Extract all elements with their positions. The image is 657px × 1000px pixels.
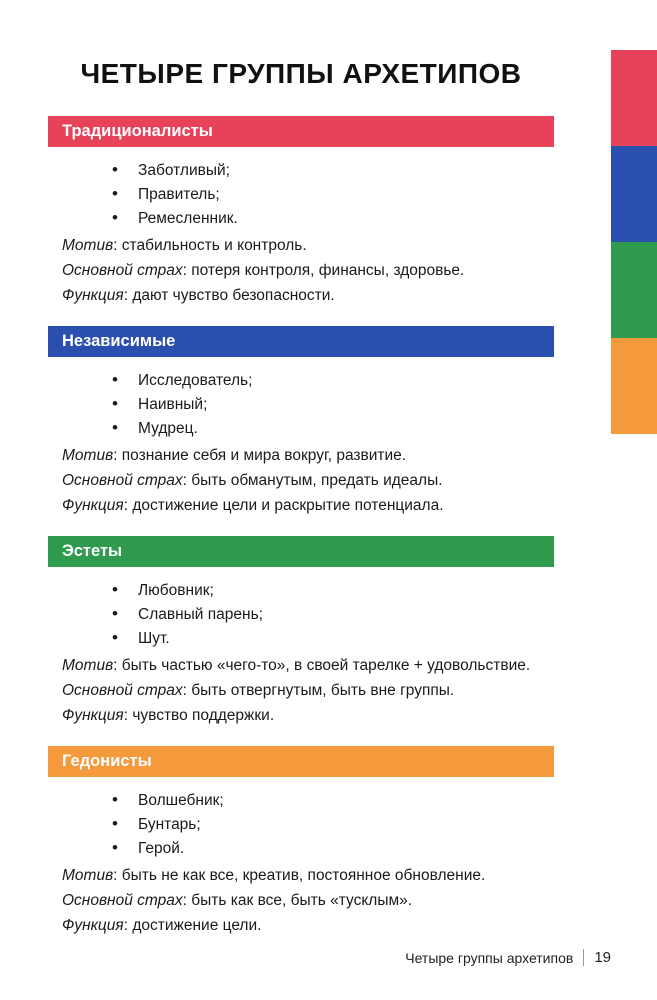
list-item: • Славный парень; bbox=[62, 603, 554, 627]
group-title: Эстеты bbox=[62, 542, 123, 560]
list-item: • Исследователь; bbox=[62, 369, 554, 393]
function-label: Функция bbox=[62, 707, 124, 724]
motive-label: Мотив bbox=[62, 657, 114, 674]
list-item: • Шут. bbox=[62, 627, 554, 651]
group-body bbox=[48, 777, 554, 938]
fear-value: быть обманутым, предать идеалы. bbox=[191, 472, 443, 489]
group-header-aesthetes bbox=[48, 536, 554, 567]
archetype-list bbox=[48, 369, 554, 441]
function-label: Функция bbox=[62, 287, 124, 304]
list-item: • Наивный; bbox=[62, 393, 554, 417]
list-item: • Волшебник; bbox=[62, 789, 554, 813]
group-fear: Основной страх: быть как все, быть «тусклым». bbox=[62, 892, 413, 909]
fear-label: Основной страх bbox=[62, 682, 183, 699]
motive-value: быть частью «чего-то», в своей тарелке + удовольствие. bbox=[121, 657, 531, 674]
motive-value: познание себя и мира вокруг, развитие. bbox=[121, 447, 407, 464]
list-item: • Бунтарь; bbox=[62, 813, 554, 837]
edge-color-tabs bbox=[611, 50, 657, 434]
function-value: дают чувство безопасности. bbox=[132, 287, 335, 304]
fear-label: Основной страх bbox=[62, 892, 183, 909]
edge-tab-orange bbox=[611, 338, 657, 434]
motive-label: Мотив bbox=[62, 237, 114, 254]
edge-tab-red bbox=[611, 50, 657, 146]
group-title: Традиционалисты bbox=[62, 122, 213, 140]
group-body bbox=[48, 357, 554, 518]
list-item: • Мудрец. bbox=[62, 417, 554, 441]
group-header-independents bbox=[48, 326, 554, 357]
group-title: Гедонисты bbox=[62, 752, 152, 770]
motive-label: Мотив bbox=[62, 867, 114, 884]
group-function: Функция: достижение цели. bbox=[62, 917, 262, 934]
group-motive: Мотив: стабильность и контроль. bbox=[62, 237, 307, 254]
function-label: Функция bbox=[62, 917, 124, 934]
fear-value: быть как все, быть «тусклым». bbox=[191, 892, 413, 909]
fear-label: Основной страх bbox=[62, 262, 183, 279]
group-motive: Мотив: познание себя и мира вокруг, развитие. bbox=[62, 447, 407, 464]
archetype-group bbox=[48, 326, 554, 518]
function-value: чувство поддержки. bbox=[132, 707, 275, 724]
group-function: Функция: достижение цели и раскрытие потенциала. bbox=[62, 497, 444, 514]
archetype-list bbox=[48, 579, 554, 651]
group-header-traditionalists bbox=[48, 116, 554, 147]
fear-label: Основной страх bbox=[62, 472, 183, 489]
edge-tab-green bbox=[611, 242, 657, 338]
function-value: достижение цели. bbox=[132, 917, 262, 934]
fear-value: потеря контроля, финансы, здоровье. bbox=[191, 262, 465, 279]
list-item: • Любовник; bbox=[62, 579, 554, 603]
group-body bbox=[48, 567, 554, 728]
list-item: • Заботливый; bbox=[62, 159, 554, 183]
group-motive: Мотив: быть не как все, креатив, постоянное обновление. bbox=[62, 867, 486, 884]
function-value: достижение цели и раскрытие потенциала. bbox=[132, 497, 444, 514]
archetype-list bbox=[48, 789, 554, 861]
motive-label: Мотив bbox=[62, 447, 114, 464]
footer-chapter-title: Четыре группы архетипов bbox=[405, 949, 574, 966]
fear-value: быть отвергнутым, быть вне группы. bbox=[191, 682, 455, 699]
archetype-group bbox=[48, 116, 554, 308]
list-item: • Правитель; bbox=[62, 183, 554, 207]
list-item: • Герой. bbox=[62, 837, 554, 861]
footer-divider bbox=[583, 949, 584, 966]
list-item: • Ремесленник. bbox=[62, 207, 554, 231]
archetype-group bbox=[48, 536, 554, 728]
group-function: Функция: дают чувство безопасности. bbox=[62, 287, 335, 304]
motive-value: стабильность и контроль. bbox=[121, 237, 307, 254]
page-title: ЧЕТЫРЕ ГРУППЫ АРХЕТИПОВ bbox=[80, 58, 522, 89]
archetype-group bbox=[48, 746, 554, 938]
group-title: Независимые bbox=[62, 332, 176, 350]
group-fear: Основной страх: быть обманутым, предать идеалы. bbox=[62, 472, 443, 489]
archetype-list bbox=[48, 159, 554, 231]
edge-tab-blue bbox=[611, 146, 657, 242]
motive-value: быть не как все, креатив, постоянное обновление. bbox=[121, 867, 486, 884]
group-body bbox=[48, 147, 554, 308]
group-function: Функция: чувство поддержки. bbox=[62, 707, 275, 724]
page-footer bbox=[405, 949, 611, 966]
group-fear: Основной страх: потеря контроля, финансы, здоровье. bbox=[62, 262, 465, 279]
page-number: 19 bbox=[594, 949, 611, 966]
group-fear: Основной страх: быть отвергнутым, быть вне группы. bbox=[62, 682, 455, 699]
group-header-hedonists bbox=[48, 746, 554, 777]
function-label: Функция bbox=[62, 497, 124, 514]
group-motive: Мотив: быть частью «чего-то», в своей тарелке + удовольствие. bbox=[62, 657, 531, 674]
